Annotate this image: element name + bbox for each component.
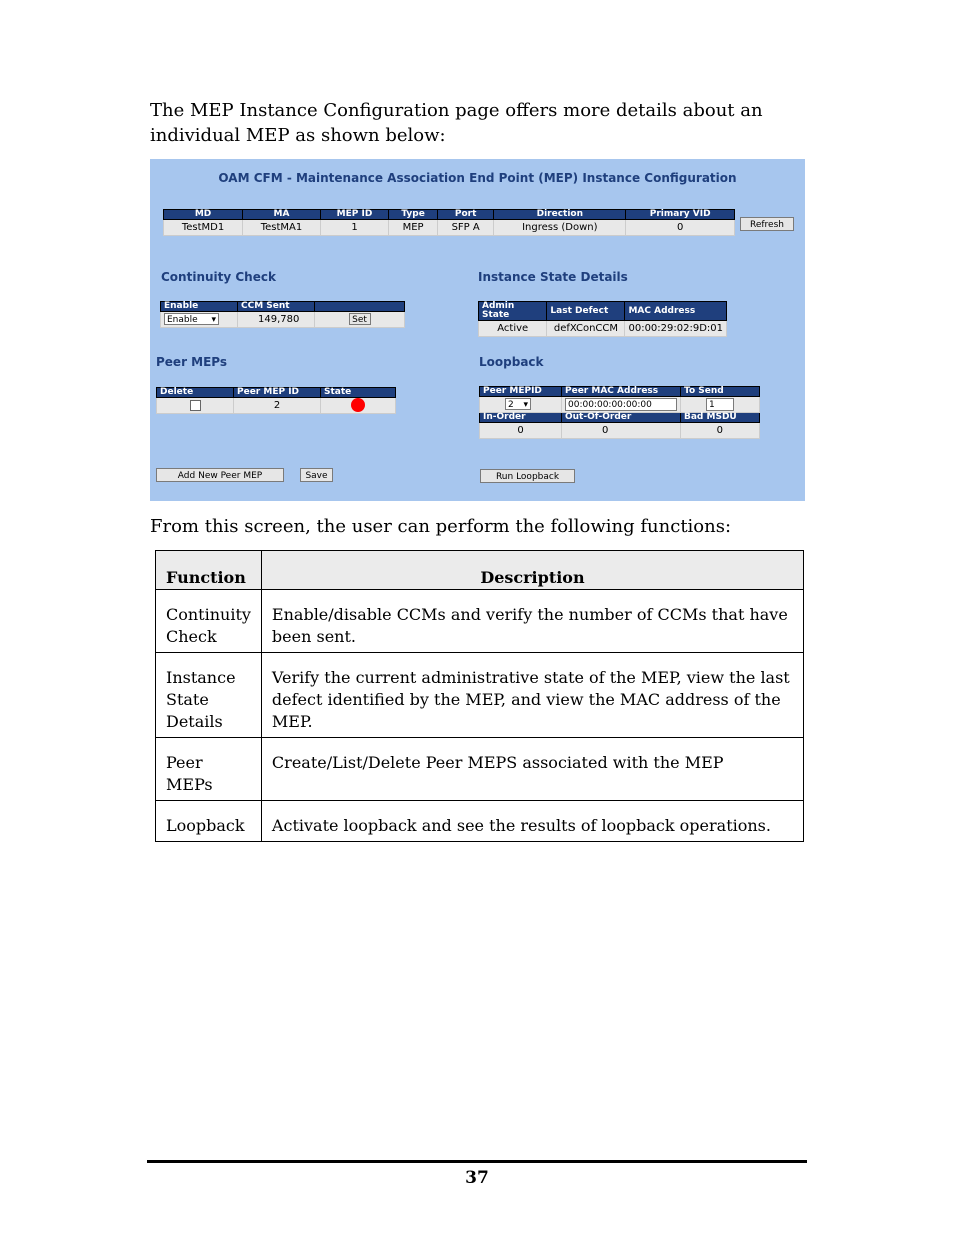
to-send-input[interactable]: 1 (706, 398, 734, 411)
port-cell: SFP A (438, 220, 494, 236)
delete-checkbox[interactable] (190, 400, 201, 411)
peer-id-cell: 2 (234, 398, 321, 414)
set-cell (315, 312, 405, 328)
continuity-header: CCM Sent (238, 302, 315, 312)
description-cell: Verify the current administrative state of the MEP, view the last defect identified by the MEP, and view the MAC address of the MEP. (261, 653, 803, 738)
intro-paragraph: The MEP Instance Configuration page offers more details about an individual MEP as shown below: (150, 100, 763, 146)
function-cell: Peer MEPs (156, 738, 262, 801)
mep-header: MA (243, 210, 321, 220)
peer-meps-title: Peer MEPs (156, 355, 228, 369)
loopback-header: Peer MEPID (480, 387, 562, 397)
mac-address-cell: 00:00:29:02:9D:01 (625, 321, 727, 337)
mep-instance-screenshot (150, 159, 805, 501)
md-cell: TestMD1 (164, 220, 243, 236)
mep-header: Type (389, 210, 438, 220)
table-row (157, 398, 396, 414)
out-of-order-cell: 0 (562, 423, 681, 439)
table-row (161, 312, 405, 328)
peer-header: State (321, 388, 396, 398)
continuity-table (160, 301, 405, 328)
enable-select-value: Enable (167, 315, 198, 325)
chevron-down-icon: ▾ (211, 315, 216, 325)
add-new-peer-mep-button[interactable]: Add New Peer MEP (156, 468, 284, 482)
functions-intro: From this screen, the user can perform the following functions: (150, 516, 732, 537)
to-send-cell (681, 397, 760, 413)
state-cell (321, 398, 396, 414)
peer-mac-cell (562, 397, 681, 413)
table-row (156, 738, 804, 801)
refresh-button[interactable]: Refresh (740, 217, 794, 231)
direction-cell: Ingress (Down) (494, 220, 626, 236)
peer-header: Delete (157, 388, 234, 398)
table-row (156, 801, 804, 842)
continuity-check-title: Continuity Check (161, 270, 276, 284)
enable-cell (161, 312, 238, 328)
in-order-cell: 0 (480, 423, 562, 439)
loopback-header: Peer MAC Address (562, 387, 681, 397)
ccm-sent-cell: 149,780 (238, 312, 315, 328)
save-button[interactable]: Save (300, 468, 333, 482)
function-cell: Continuity Check (156, 590, 262, 653)
description-cell: Enable/disable CCMs and verify the number of CCMs that have been sent. (261, 590, 803, 653)
mep-table (163, 209, 735, 236)
loopback-title: Loopback (479, 355, 544, 369)
peer-header: Peer MEP ID (234, 388, 321, 398)
peer-mepid-select[interactable] (505, 398, 531, 410)
table-row (164, 220, 735, 236)
mep-id-cell: 1 (320, 220, 388, 236)
bad-msdu-cell: 0 (681, 423, 760, 439)
peer-mac-input[interactable]: 00:00:00:00:00:00 (565, 398, 677, 411)
table-row (479, 321, 727, 337)
table-row (480, 423, 760, 439)
function-header: Function (156, 551, 262, 590)
loopback-result-header: Out-Of-Order (562, 413, 681, 423)
admin-state-cell: Active (479, 321, 547, 337)
footer-rule (147, 1160, 807, 1163)
mep-header: Port (438, 210, 494, 220)
delete-cell (157, 398, 234, 414)
loopback-result-header: In-Order (480, 413, 562, 423)
continuity-header (315, 302, 405, 312)
peer-mepid-cell (480, 397, 562, 413)
set-button[interactable]: Set (349, 313, 371, 325)
instance-header: Admin State (479, 302, 547, 321)
instance-header: Last Defect (547, 302, 625, 321)
mep-header: Direction (494, 210, 626, 220)
table-row (156, 653, 804, 738)
mep-header: Primary VID (626, 210, 735, 220)
mep-header: MEP ID (320, 210, 388, 220)
instance-header: MAC Address (625, 302, 727, 321)
loopback-result-header: Bad MSDU (681, 413, 760, 423)
functions-table (155, 550, 804, 842)
type-cell: MEP (389, 220, 438, 236)
continuity-header: Enable (161, 302, 238, 312)
description-cell: Activate loopback and see the results of loopback operations. (261, 801, 803, 842)
enable-select[interactable] (164, 313, 219, 325)
loopback-header: To Send (681, 387, 760, 397)
state-indicator-icon (351, 398, 365, 412)
instance-state-title: Instance State Details (478, 270, 628, 284)
function-cell: Instance State Details (156, 653, 262, 738)
instance-state-table (478, 301, 727, 337)
ma-cell: TestMA1 (243, 220, 321, 236)
chevron-down-icon: ▾ (523, 400, 528, 410)
last-defect-cell: defXConCCM (547, 321, 625, 337)
description-cell: Create/List/Delete Peer MEPS associated with the MEP (261, 738, 803, 801)
mep-header: MD (164, 210, 243, 220)
primary-vid-cell: 0 (626, 220, 735, 236)
peer-mepid-value: 2 (508, 400, 514, 410)
description-header: Description (261, 551, 803, 590)
function-cell: Loopback (156, 801, 262, 842)
run-loopback-button[interactable]: Run Loopback (480, 469, 575, 483)
page-number: 37 (465, 1168, 489, 1188)
table-row (480, 397, 760, 413)
panel-title: OAM CFM - Maintenance Association End Point (MEP) Instance Configuration (218, 171, 737, 185)
loopback-table (479, 386, 760, 439)
table-row (156, 590, 804, 653)
peer-meps-table (156, 387, 396, 414)
